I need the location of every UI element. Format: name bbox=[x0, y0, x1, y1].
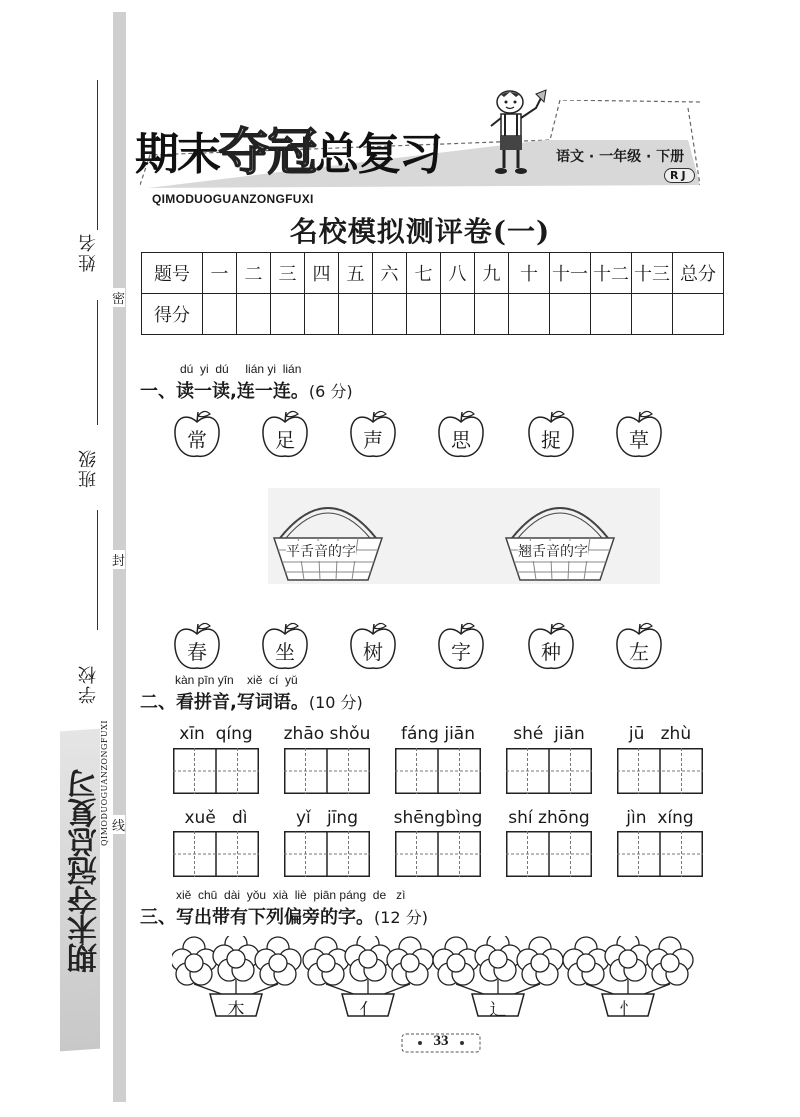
section3-pinyin: xiě chū dài yǒu xià liè piān páng de zì bbox=[176, 888, 406, 902]
apple-card[interactable] bbox=[436, 410, 486, 460]
basket-label-flat[interactable]: 平舌音的字 bbox=[286, 541, 356, 561]
score-input-cell[interactable] bbox=[271, 294, 305, 335]
section1-points: (6 分) bbox=[308, 382, 353, 401]
writing-grid[interactable] bbox=[506, 831, 592, 877]
writing-grid[interactable] bbox=[617, 831, 703, 877]
apple-card[interactable] bbox=[172, 410, 222, 460]
section3-points: (12 分) bbox=[374, 908, 428, 927]
score-input-cell[interactable] bbox=[550, 294, 591, 335]
word-pinyin: xuě dì bbox=[184, 808, 248, 828]
score-input-cell[interactable] bbox=[441, 294, 475, 335]
score-input-cell[interactable] bbox=[305, 294, 339, 335]
writing-grid[interactable] bbox=[284, 748, 370, 794]
word-pinyin: shé jiān bbox=[513, 724, 585, 744]
table-cell: 四 bbox=[305, 253, 339, 294]
flower-icon bbox=[387, 937, 433, 985]
flower-icon bbox=[303, 937, 349, 985]
flower-icon bbox=[345, 936, 391, 981]
banner-title bbox=[135, 112, 441, 184]
side-title-text: 期末夺冠总复习 bbox=[68, 770, 103, 973]
table-cell: 十三 bbox=[632, 253, 673, 294]
basket-area bbox=[268, 488, 660, 584]
apple-char: 左 bbox=[629, 640, 649, 664]
radical-label: 辶 bbox=[489, 1000, 507, 1020]
score-table-header-row bbox=[142, 253, 724, 294]
word-pinyin: jìn xíng bbox=[626, 808, 694, 828]
class-line bbox=[97, 510, 98, 630]
writing-grid[interactable] bbox=[284, 831, 370, 877]
apple-card[interactable] bbox=[436, 622, 486, 672]
section3-title-text: 三、写出带有下列偏旁的字。 bbox=[140, 907, 374, 928]
table-cell: 题号 bbox=[142, 253, 203, 294]
apple-card[interactable] bbox=[260, 410, 310, 460]
header-pinyin: QIMODUOGUANZONGFUXI bbox=[152, 192, 314, 206]
name-line-lower bbox=[97, 300, 98, 425]
banner-title-highlight: 夺冠 bbox=[219, 123, 315, 181]
writing-grid[interactable] bbox=[506, 748, 592, 794]
apple-char: 字 bbox=[451, 640, 471, 664]
word-pinyin: fáng jiān bbox=[400, 724, 475, 744]
table-cell: 十 bbox=[509, 253, 550, 294]
apple-char: 思 bbox=[451, 428, 471, 452]
flower-icon bbox=[647, 937, 693, 985]
apple-char: 坐 bbox=[275, 640, 295, 664]
apple-card[interactable] bbox=[526, 622, 576, 672]
score-input-cell[interactable] bbox=[237, 294, 271, 335]
subject-label: 语文 · 一年级 · 下册 bbox=[556, 149, 685, 165]
table-cell: 八 bbox=[441, 253, 475, 294]
writing-grid[interactable] bbox=[617, 748, 703, 794]
apple-char: 种 bbox=[541, 640, 561, 664]
radical-label: 亻 bbox=[359, 1000, 377, 1020]
section2-title bbox=[140, 688, 363, 714]
apple-char: 草 bbox=[629, 428, 649, 452]
flower-icon bbox=[433, 937, 479, 985]
apple-char: 足 bbox=[275, 428, 295, 452]
writing-grid[interactable] bbox=[173, 831, 259, 877]
writing-grid[interactable] bbox=[395, 831, 481, 877]
score-input-cell[interactable] bbox=[632, 294, 673, 335]
table-cell: 一 bbox=[203, 253, 237, 294]
section1-pinyin: dú yi dú lián yi lián bbox=[180, 362, 302, 376]
score-input-cell[interactable] bbox=[407, 294, 441, 335]
side-title-block bbox=[52, 720, 112, 1060]
boy-mascot-icon bbox=[486, 88, 552, 178]
score-input-cell[interactable] bbox=[591, 294, 632, 335]
basket-label-retroflex[interactable]: 翘舌音的字 bbox=[518, 541, 588, 561]
radical-label: 木 bbox=[227, 1000, 245, 1020]
section1-title-text: 一、读一读,连一连。 bbox=[140, 381, 309, 402]
score-input-cell[interactable] bbox=[475, 294, 509, 335]
paper-title: 名校模拟测评卷(一) bbox=[289, 215, 551, 248]
apple-card[interactable] bbox=[614, 622, 664, 672]
section1-title bbox=[140, 377, 353, 403]
page-number: 33 bbox=[433, 1033, 449, 1049]
name-label: 姓名 bbox=[78, 232, 99, 272]
edition-badge: RJ bbox=[664, 168, 695, 183]
writing-grid[interactable] bbox=[395, 748, 481, 794]
word-pinyin: shí zhōng bbox=[508, 808, 590, 828]
word-pinyin: zhāo shǒu bbox=[283, 724, 371, 744]
seal-char-feng: 封 bbox=[112, 550, 125, 569]
word-pinyin: yǐ jīng bbox=[295, 808, 358, 828]
table-cell: 总分 bbox=[673, 253, 724, 294]
table-cell: 三 bbox=[271, 253, 305, 294]
seal-char-xian: 线 bbox=[112, 815, 125, 834]
table-cell: 得分 bbox=[142, 294, 203, 335]
word-pinyin: jū zhù bbox=[628, 724, 692, 744]
apple-card[interactable] bbox=[260, 622, 310, 672]
apple-char: 春 bbox=[187, 640, 207, 664]
score-input-cell[interactable] bbox=[203, 294, 237, 335]
score-input-cell[interactable] bbox=[373, 294, 407, 335]
banner-title-part3: 总复习 bbox=[315, 129, 441, 180]
class-label: 班级 bbox=[78, 448, 99, 488]
name-line bbox=[97, 80, 98, 230]
seal-char-mi: 密 bbox=[112, 288, 125, 307]
score-input-cell[interactable] bbox=[673, 294, 724, 335]
section2-title-text: 二、看拼音,写词语。 bbox=[140, 692, 309, 713]
score-input-cell[interactable] bbox=[339, 294, 373, 335]
table-cell: 七 bbox=[407, 253, 441, 294]
apple-card[interactable] bbox=[172, 622, 222, 672]
section2-pinyin: kàn pīn yīn xiě cí yǔ bbox=[175, 673, 298, 687]
word-pinyin: xīn qíng bbox=[179, 724, 253, 744]
table-cell: 十二 bbox=[591, 253, 632, 294]
apple-card[interactable] bbox=[348, 622, 398, 672]
apple-card[interactable] bbox=[526, 410, 576, 460]
writing-grid[interactable] bbox=[173, 748, 259, 794]
flower-icon bbox=[213, 936, 259, 981]
section3-title bbox=[140, 903, 428, 929]
table-cell: 五 bbox=[339, 253, 373, 294]
apple-char: 捉 bbox=[541, 428, 561, 452]
apple-char: 声 bbox=[363, 428, 383, 452]
score-input-cell[interactable] bbox=[509, 294, 550, 335]
apple-card[interactable] bbox=[614, 410, 664, 460]
flower-icon bbox=[563, 937, 609, 985]
side-pinyin: QIMODUOGUANZONGFUXI bbox=[100, 720, 109, 847]
flower-icon bbox=[172, 937, 217, 985]
section2-points: (10 分) bbox=[308, 693, 363, 712]
flower-icon bbox=[475, 936, 521, 981]
apple-char: 树 bbox=[363, 640, 383, 664]
banner-title-part1: 期末 bbox=[135, 129, 219, 180]
school-label: 学校 bbox=[78, 664, 99, 704]
table-cell: 六 bbox=[373, 253, 407, 294]
score-table-score-row bbox=[142, 294, 724, 335]
score-table bbox=[141, 252, 724, 335]
table-cell: 十一 bbox=[550, 253, 591, 294]
table-cell: 二 bbox=[237, 253, 271, 294]
flower-icon bbox=[605, 936, 651, 981]
word-pinyin: shēngbìng bbox=[393, 808, 483, 828]
radical-label: 忄 bbox=[619, 1000, 637, 1020]
table-cell: 九 bbox=[475, 253, 509, 294]
apple-char: 常 bbox=[187, 428, 207, 452]
apple-card[interactable] bbox=[348, 410, 398, 460]
flower-icon bbox=[255, 937, 301, 985]
flower-icon bbox=[517, 937, 563, 985]
